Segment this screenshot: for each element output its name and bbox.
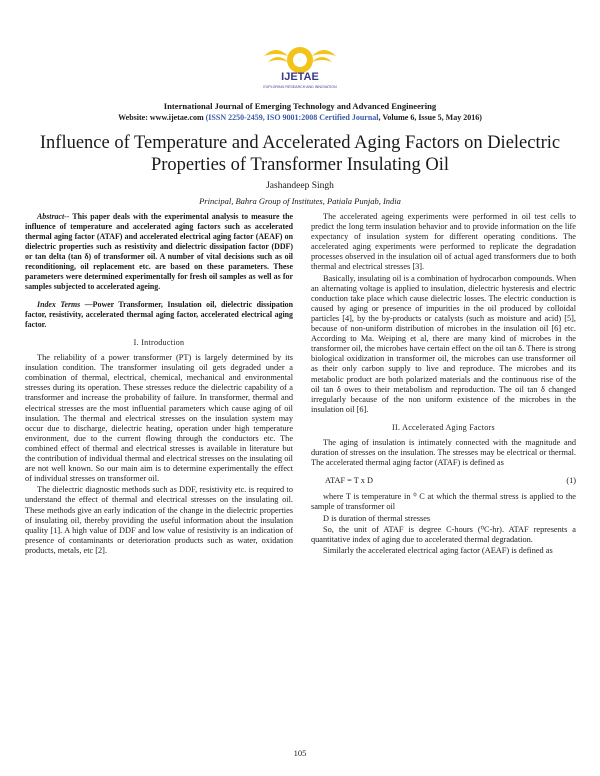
abstract <box>25 212 293 292</box>
paper-title: Influence of Temperature and Accelerated Aging Factors on Dielectric Properties of Transformer Insulating Oil <box>39 133 561 175</box>
paragraph: The accelerated ageing experiments were performed in oil test cells to predict the long term insulation behavior and to provide information on the life expectancy of insulation system for different operating conditions. The accelerated aging experiments were performed to replicate the degradation processes observed in the insulation oil of actual aged transformers due to both thermal and electrical stresses [3]. <box>311 212 576 272</box>
equation-text: ATAF = T x D <box>325 476 373 486</box>
right-column <box>311 212 576 557</box>
website-issn: (ISSN 2250-2459, ISO 9001:2008 Certified Journal <box>205 113 379 122</box>
index-terms-label: Index Terms <box>37 300 81 309</box>
section-heading-introduction: I. Introduction <box>133 338 185 347</box>
paragraph: Basically, insulating oil is a combination of hydrocarbon compounds. When an alternating voltage is applied to insulation, dielectric hysteresis and electric conduction take place which cause dielectric losses. The electric conduction is caused by aging or presence of impurities in the oil produced by colloidal particles [4], by the by-products or catalysts (such as moisture and acid) [5], because of non-uniform distribution of microbes in the insulation oil [6] etc. According to Ma. Weiping et al, there are many kind of microbes in the transformer oil, the microbes have certain effect on the oil tan δ. There is strong biological oxidization in transformer oil, the microbes can use transformer oil as their only carbon supply to live and reproduce. The microbes and its metabolic product are both polarized materials and the continuous rise of the oil tan δ owes to their metabolism and reproduction. The oil tan δ changed irregularly because of the non uniform existence of the microbes in the insulation oil [6]. <box>311 273 577 414</box>
journal-website <box>0 112 600 123</box>
paragraph: The reliability of a power transformer (PT) is largely determined by its insulation condition. The transformer insulating oil gets degraded under a combination of thermal, electrical, chemical, mechanical and environmental stresses during its operation. These stresses reduce the dielectric capability of a transformer and increase the probability of failure. In transformer, thermal and electrical stresses are the most influential parameters which cause aging of oil insulation. The thermal and electrical stresses on the insulation system may occur due to discharge, dielectric heating, operation under high temperature environment, due to the current flowing through the conductors etc. The combined effect of thermal and electrical stresses is available in literature but the contribution of individual thermal and electrical stresses on the insulating oil are not well known. So our main aim is to determine experimentally the effect of individual stresses on transformer oil. <box>25 353 293 484</box>
page-number: 105 <box>293 748 307 758</box>
paragraph: Similarly the accelerated electrical aging factor (AEAF) is defined as <box>323 545 553 555</box>
journal-logo <box>262 42 338 90</box>
author-affiliation: Principal, Bahra Group of Institutes, Patiala Punjab, India <box>199 196 401 206</box>
logo-text: IJETAE <box>281 71 319 83</box>
logo-subtext: EXPLORING RESEARCH AND INNOVATION <box>263 85 337 89</box>
author-name: Jashandeep Singh <box>266 181 334 191</box>
abstract-text: This paper deals with the experimental analysis to measure the influence of temperature and accelerated aging factors such as accelerated thermal aging factor (ATAF) and accelerated electrical aging factor (AEAF) on dielectric properties such as resistivity and dielectric dissipation factor (DDF) or tan delta (tan δ) of transformer oil. A number of vital decisions such as oil reconditioning, oil replacement etc. are based on these parameters. These parameters were determined experimentally for fresh oil samples as well as for samples subjected to accelerated ageing. <box>25 212 293 291</box>
left-column <box>25 212 293 557</box>
section-heading-aging-factors: II. Accelerated Aging Factors <box>392 422 495 432</box>
paragraph: where T is temperature in ⁰ C at which the thermal stress is applied to the sample of transformer oil <box>311 492 576 512</box>
abstract-label: Abstract-- <box>37 212 70 221</box>
paragraph: D is duration of thermal stresses <box>323 513 431 523</box>
paragraph: The dielectric diagnostic methods such as DDF, resistivity etc. is required to understand the effect of thermal and electrical stresses on the insulating oil. These methods give an early indication of the change in the dielectric properties of insulating oil, thereby providing the useful information about the insulation quality [1]. A high value of DDF and low value of resistivity is an indication of presence of contaminants or deterioration products such as water, oxidation products, metals, etc [2]. <box>25 485 293 555</box>
website-prefix: Website: www.ijetae.com <box>118 113 206 122</box>
index-terms <box>25 300 293 330</box>
index-terms-text: —Power Transformer, Insulation oil, dielectric dissipation factor, resistivity, accelerated thermal aging factor, accelerated electrical aging factor. <box>25 300 293 329</box>
website-suffix: , Volume 6, Issue 5, May 2016) <box>378 113 482 122</box>
equation-1 <box>311 476 576 486</box>
journal-name: International Journal of Emerging Technology and Advanced Engineering <box>163 101 437 111</box>
equation-number: (1) <box>566 476 576 486</box>
paragraph: The aging of insulation is intimately connected with the magnitude and duration of stresses on the insulation. The stresses may be electrical or thermal. The accelerated thermal aging factor (ATAF) is defined as <box>311 437 576 468</box>
paragraph: So, the unit of ATAF is degree C-hours (⁰C-hr). ATAF represents a quantitative index of aging due to accelerated thermal degradation. <box>311 524 576 544</box>
